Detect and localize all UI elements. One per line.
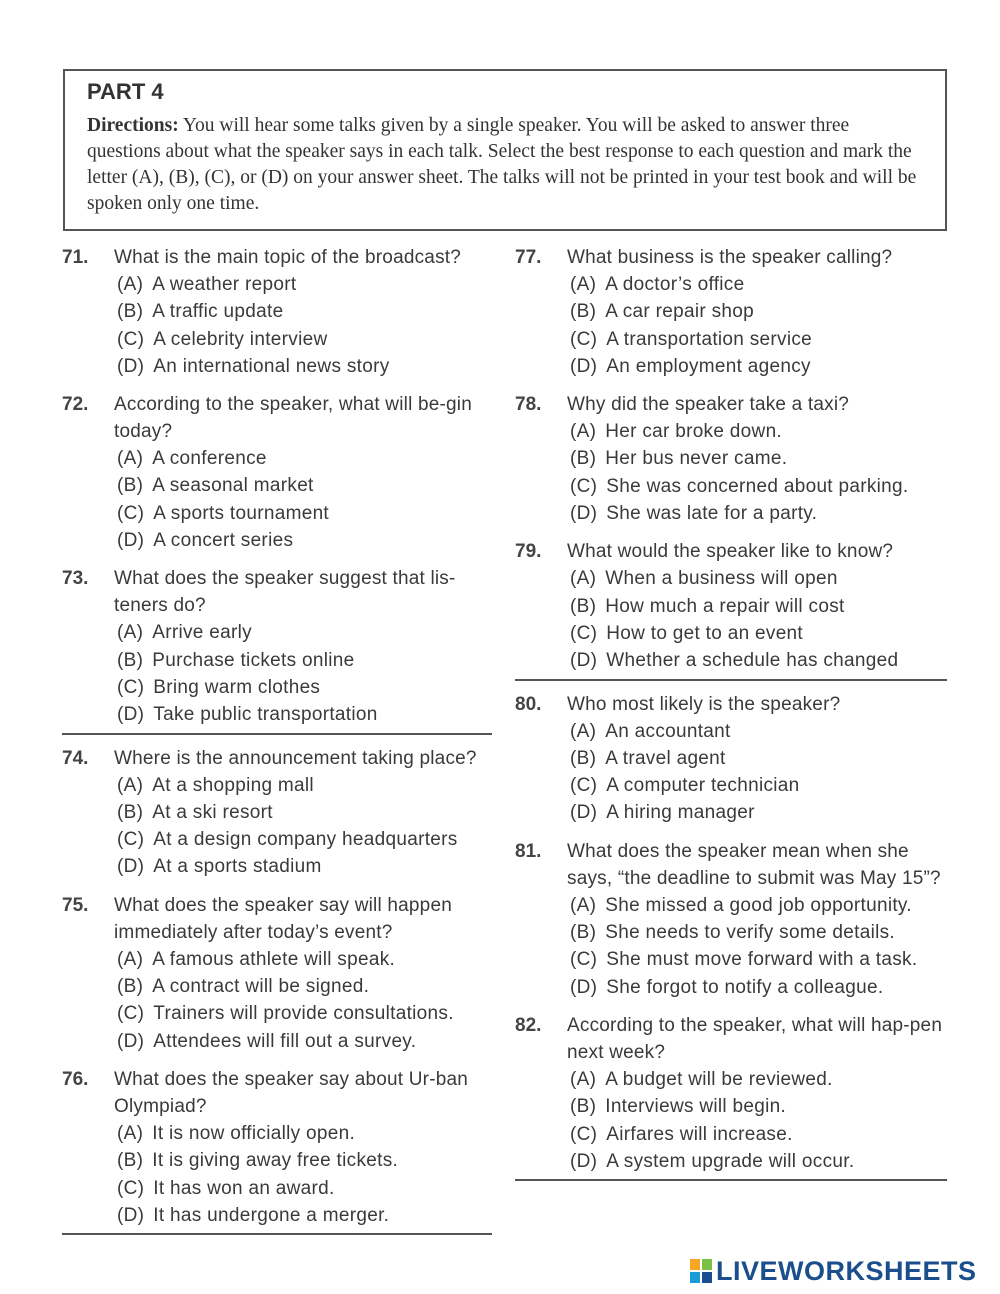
- option-b[interactable]: (B) Purchase tickets online: [117, 649, 355, 671]
- option-a[interactable]: (A) She missed a good job opportunity.: [570, 894, 912, 916]
- question-number: 79.: [515, 541, 542, 563]
- option-b[interactable]: (B) A travel agent: [570, 747, 726, 769]
- question-number: 80.: [515, 693, 542, 715]
- question-number: 74.: [62, 747, 89, 769]
- question-74: [62, 745, 492, 881]
- question-75: [62, 892, 492, 1055]
- option-d[interactable]: (D) At a sports stadium: [117, 856, 322, 878]
- option-a[interactable]: (A) A budget will be reviewed.: [570, 1068, 833, 1090]
- option-a[interactable]: (A) An accountant: [570, 720, 731, 742]
- question-number: 73.: [62, 568, 89, 590]
- option-d[interactable]: (D) Attendees will fill out a survey.: [117, 1030, 417, 1052]
- option-a[interactable]: (A) A weather report: [117, 274, 297, 295]
- logo-text: LIVEWORKSHEETS: [716, 1255, 977, 1286]
- option-b[interactable]: (B) It is giving away free tickets.: [117, 1150, 399, 1172]
- option-a[interactable]: (A) A doctor’s office: [570, 274, 745, 295]
- logo-grid-icon: [690, 1259, 712, 1283]
- option-c[interactable]: (C) She must move forward with a task.: [570, 949, 918, 971]
- option-c[interactable]: (C) It has won an award.: [117, 1177, 335, 1199]
- question-number: 72.: [62, 394, 89, 416]
- option-c[interactable]: (C) She was concerned about parking.: [570, 475, 909, 497]
- option-c[interactable]: (C) A sports tournament: [117, 502, 330, 524]
- left-column: [62, 244, 492, 1245]
- question-text: What would the speaker like to know?: [567, 541, 894, 563]
- option-a[interactable]: (A) At a shopping mall: [117, 774, 314, 796]
- question-72: [62, 391, 492, 554]
- question-number: 71.: [62, 247, 89, 268]
- option-b[interactable]: (B) Interviews will begin.: [570, 1096, 787, 1118]
- option-a[interactable]: (A) Her car broke down.: [570, 421, 783, 443]
- question-text: Who most likely is the speaker?: [567, 693, 841, 715]
- option-b[interactable]: (B) At a ski resort: [117, 801, 273, 823]
- question-80: [515, 691, 947, 827]
- question-81: [515, 838, 947, 1001]
- option-d[interactable]: (D) She was late for a party.: [570, 503, 818, 525]
- question-text: What does the speaker mean when she says, “the deadline to submit was May 15”?: [567, 840, 941, 889]
- option-b[interactable]: (B) Her bus never came.: [570, 448, 788, 470]
- option-b[interactable]: (B) How much a repair will cost: [570, 595, 845, 617]
- option-c[interactable]: (C) Airfares will increase.: [570, 1123, 793, 1145]
- option-a[interactable]: (A) Arrive early: [117, 622, 252, 644]
- question-text: What does the speaker say will happen immediately after today’s event?: [114, 894, 452, 943]
- option-a[interactable]: (A) It is now officially open.: [117, 1122, 356, 1144]
- option-d[interactable]: (D) A hiring manager: [570, 802, 755, 824]
- option-d[interactable]: (D) Take public transportation: [117, 704, 378, 726]
- option-c[interactable]: (C) A transportation service: [570, 328, 813, 350]
- question-71: [62, 244, 492, 380]
- directions-label: Directions:: [87, 115, 179, 136]
- part-title: PART 4: [87, 79, 164, 104]
- question-text: What does the speaker suggest that lis-teners do?: [114, 568, 456, 617]
- option-b[interactable]: (B) A contract will be signed.: [117, 976, 370, 998]
- right-column: [515, 244, 947, 1191]
- option-d[interactable]: (D) Whether a schedule has changed: [570, 650, 899, 672]
- question-77: [515, 244, 947, 380]
- option-d[interactable]: (D) It has undergone a merger.: [117, 1204, 390, 1226]
- question-text: What is the main topic of the broadcast?: [114, 247, 462, 268]
- option-d[interactable]: (D) She forgot to notify a colleague.: [570, 976, 884, 998]
- option-c[interactable]: (C) A computer technician: [570, 775, 800, 797]
- option-c[interactable]: (C) Trainers will provide consultations.: [117, 1003, 454, 1025]
- question-text: According to the speaker, what will hap-pen next week?: [567, 1014, 943, 1063]
- question-76: [62, 1066, 492, 1235]
- directions-box: [63, 69, 947, 231]
- option-c[interactable]: (C) Bring warm clothes: [117, 676, 321, 698]
- question-number: 77.: [515, 247, 542, 268]
- question-79: [515, 538, 947, 680]
- question-73: [62, 565, 492, 734]
- option-b[interactable]: (B) A seasonal market: [117, 475, 314, 497]
- option-c[interactable]: (C) How to get to an event: [570, 622, 804, 644]
- option-b[interactable]: (B) She needs to verify some details.: [570, 922, 896, 944]
- option-d[interactable]: (D) A concert series: [117, 530, 294, 552]
- option-a[interactable]: (A) A conference: [117, 448, 267, 470]
- option-c[interactable]: (C) At a design company headquarters: [117, 829, 458, 851]
- question-text: What business is the speaker calling?: [567, 247, 893, 268]
- question-number: 76.: [62, 1068, 89, 1090]
- directions-text: You will hear some talks given by a single speaker. You will be asked to answer three questions about what the speaker says in each talk. Select the best response to each question and mark the letter (A), (B), (C), or (D) on your answer sheet. The talks will not be printed in your test book and will be spoken only one time.: [87, 115, 917, 214]
- question-number: 81.: [515, 840, 542, 862]
- question-82: [515, 1012, 947, 1181]
- question-78: [515, 391, 947, 527]
- liveworksheets-logo: [690, 1255, 977, 1287]
- option-a[interactable]: (A) When a business will open: [570, 568, 838, 590]
- question-number: 75.: [62, 894, 89, 916]
- option-b[interactable]: (B) A traffic update: [117, 301, 284, 323]
- question-text: Where is the announcement taking place?: [114, 747, 477, 769]
- question-text: Why did the speaker take a taxi?: [567, 394, 850, 416]
- question-number: 82.: [515, 1014, 542, 1036]
- directions-paragraph: [87, 113, 923, 217]
- option-b[interactable]: (B) A car repair shop: [570, 301, 754, 323]
- option-d[interactable]: (D) A system upgrade will occur.: [570, 1150, 855, 1172]
- question-number: 78.: [515, 394, 542, 416]
- option-a[interactable]: (A) A famous athlete will speak.: [117, 948, 396, 970]
- option-d[interactable]: (D) An employment agency: [570, 355, 811, 377]
- question-text: According to the speaker, what will be-gin today?: [114, 394, 472, 443]
- option-c[interactable]: (C) A celebrity interview: [117, 328, 328, 350]
- question-text: What does the speaker say about Ur-ban Olympiad?: [114, 1068, 469, 1117]
- option-d[interactable]: (D) An international news story: [117, 355, 390, 377]
